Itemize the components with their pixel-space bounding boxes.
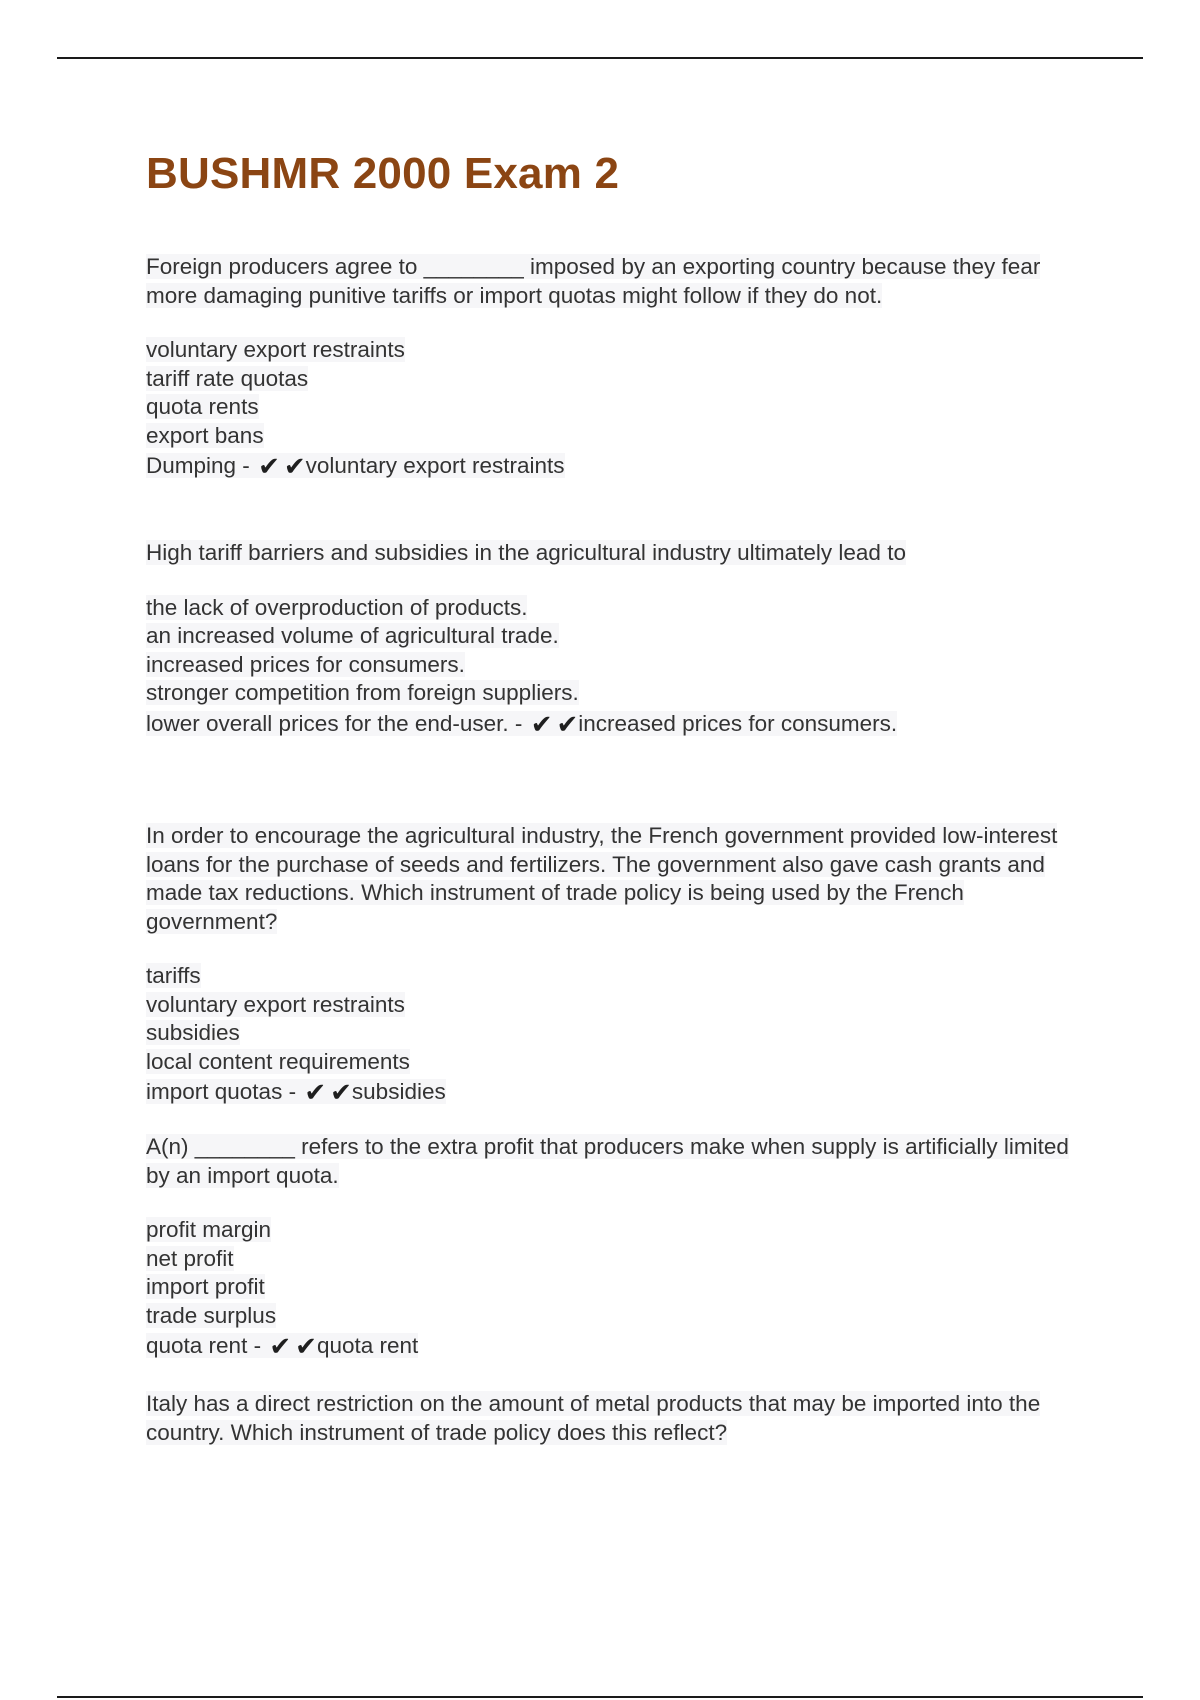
options-list: [146, 962, 1086, 1108]
option: local content requirements: [146, 1048, 410, 1074]
question-text: Foreign producers agree to ________ imposed by an exporting country because they fear more damaging punitive tariffs or import quotas might follow if they do not.: [146, 254, 1041, 308]
option: voluntary export restraints: [146, 337, 405, 362]
options-list: [146, 336, 1086, 482]
last-option: lower overall prices for the end-user. -: [146, 710, 523, 736]
answer-line: [146, 708, 1086, 740]
options-list: [146, 1216, 1086, 1362]
option: voluntary export restraints: [146, 991, 405, 1017]
question-2: [146, 539, 1086, 740]
question-text: High tariff barriers and subsidies in the agricultural industry ultimately lead to: [146, 540, 906, 565]
answer-text: subsidies: [351, 1079, 446, 1104]
question-4: [146, 1133, 1086, 1362]
option: trade surplus: [146, 1302, 277, 1328]
answer-text: voluntary export restraints: [305, 453, 565, 478]
answer-text: quota rent: [316, 1333, 419, 1358]
check-mark-icon: ✔: [295, 1331, 317, 1361]
option: quota rents: [146, 394, 259, 419]
question-text: Italy has a direct restriction on the amount of metal products that may be imported into the country. Which instrument of trade policy does this reflect?: [146, 1391, 1041, 1445]
question-text: A(n) ________ refers to the extra profit that producers make when supply is artificially limited by an import quota.: [146, 1134, 1069, 1188]
check-mark-icon: ✔: [556, 708, 579, 739]
check-mark-icon: ✔: [269, 1331, 292, 1361]
option: stronger competition from foreign suppliers.: [146, 680, 579, 705]
answer-line: [146, 450, 1086, 482]
check-mark-icon: ✔: [258, 451, 280, 481]
option: tariff rate quotas: [146, 365, 309, 391]
last-option: Dumping -: [146, 453, 250, 478]
option: subsidies: [146, 1020, 240, 1045]
options-list: [146, 594, 1086, 740]
top-rule: [57, 57, 1143, 59]
option: import profit: [146, 1274, 265, 1299]
option: export bans: [146, 422, 264, 448]
check-mark-icon: ✔: [330, 1077, 352, 1107]
check-mark-icon: ✔: [283, 451, 306, 481]
option: an increased volume of agricultural trade.: [146, 623, 559, 648]
option: increased prices for consumers.: [146, 651, 465, 677]
last-option: quota rent -: [146, 1333, 262, 1358]
question-1: [146, 253, 1086, 482]
page-title: BUSHMR 2000 Exam 2: [146, 149, 620, 198]
question-5: [146, 1390, 1086, 1447]
check-mark-icon: ✔: [304, 1077, 327, 1107]
answer-line: [146, 1076, 1086, 1108]
option: the lack of overproduction of products.: [146, 594, 528, 620]
option: net profit: [146, 1245, 234, 1271]
question-text: In order to encourage the agricultural industry, the French government provided low-interest loans for the purchase of seeds and fertilizers. The government also gave cash grants and made tax reductions. Which instrument of trade policy is being used by the French government?: [146, 823, 1058, 934]
check-mark-icon: ✔: [530, 708, 553, 739]
option: tariffs: [146, 963, 201, 988]
question-3: [146, 822, 1086, 1108]
last-option: import quotas -: [146, 1079, 297, 1104]
option: profit margin: [146, 1217, 272, 1242]
answer-text: increased prices for consumers.: [578, 710, 898, 736]
answer-line: [146, 1330, 1086, 1362]
bottom-rule: [57, 1696, 1143, 1698]
